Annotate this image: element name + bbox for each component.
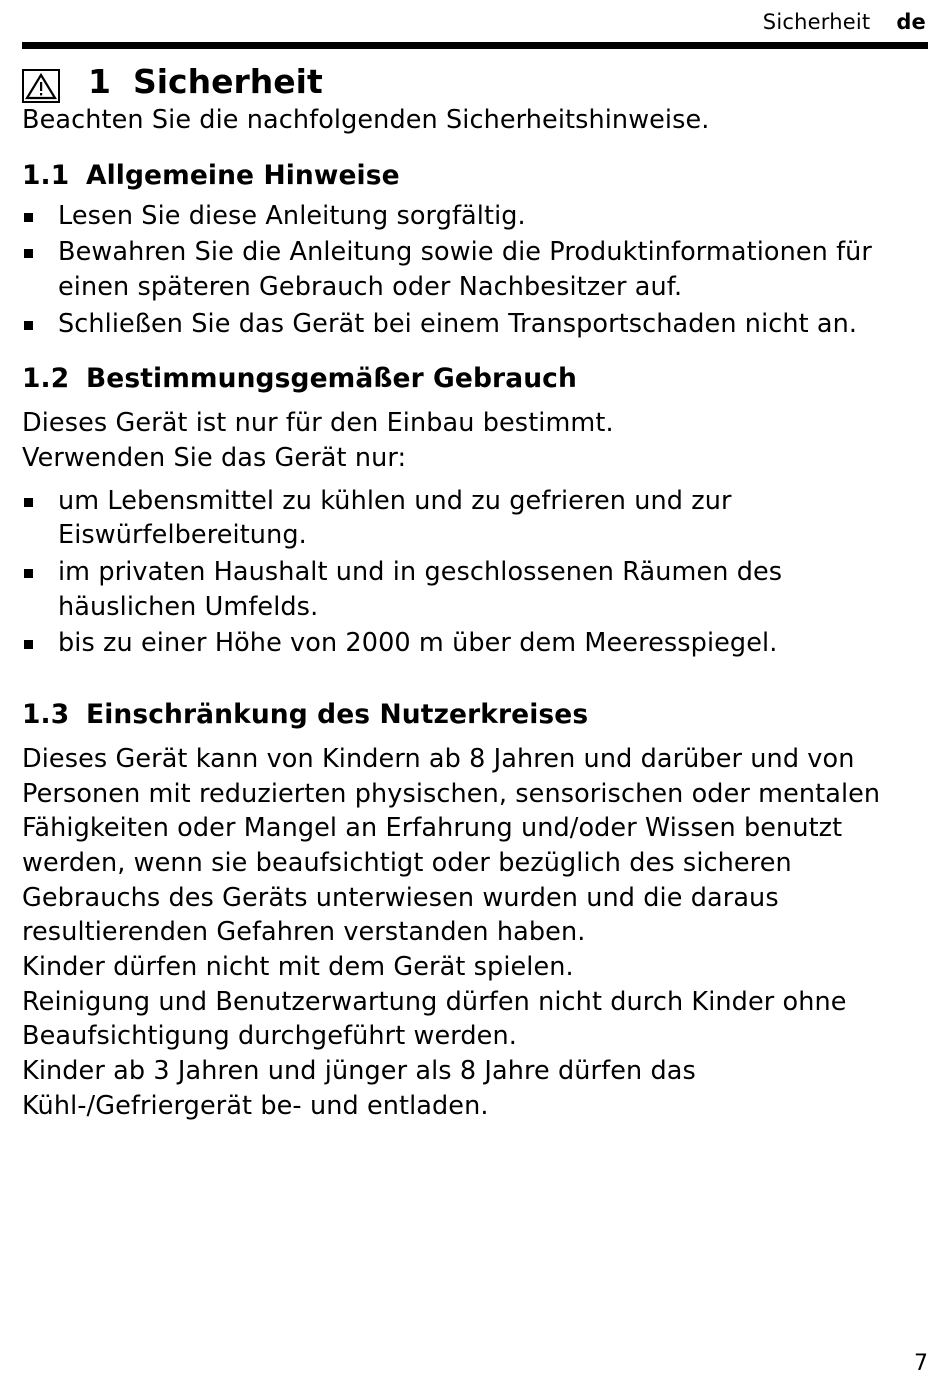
section-heading-1-3 [22, 699, 928, 730]
section-heading-1-2 [22, 363, 928, 394]
chapter-title: Sicherheit [132, 62, 323, 101]
chapter-heading [22, 62, 928, 103]
chapter-intro: Beachten Sie die nachfolgenden Sicherheitshinweise. [22, 105, 710, 135]
list-item-text: bis zu einer Höhe von 2000 m über dem Meeresspiegel. [58, 628, 778, 659]
section-title-1-3: Einschränkung des Nutzerkreises [86, 699, 589, 731]
list-item [22, 484, 928, 553]
section-title-1-2: Bestimmungsgemäßer Gebrauch [86, 363, 577, 395]
paragraph: Kinder ab 3 Jahren und jünger als 8 Jahre dürfen das Kühl-/Gefriergerät be- und entladen. [22, 1056, 696, 1121]
bullet-square-icon [24, 569, 33, 578]
section-number-1-3: 1.3 [22, 699, 70, 731]
running-header-language: de [896, 10, 926, 34]
section-1-1-bullet-list [22, 199, 928, 342]
list-item-text: Bewahren Sie die Anleitung sowie die Produktinformationen für einen späteren Gebrauch oder Nachbesitzer auf. [58, 237, 873, 303]
list-item [22, 555, 928, 624]
list-item [22, 626, 928, 661]
paragraph: Dieses Gerät kann von Kindern ab 8 Jahren und darüber und von Personen mit reduzierten physischen, sensorischen oder mentalen Fähigkeiten oder Mangel an Erfahrung und/oder Wissen benutzt werden, wenn sie beaufsichtigt oder bezüglich des sicheren Gebrauchs des Geräts unterwiesen wurden und die daraus resultierenden Gefahren verstanden haben. [22, 744, 881, 948]
section-number-1-2: 1.2 [22, 363, 70, 395]
list-item-text: Schließen Sie das Gerät bei einem Transportschaden nicht an. [58, 308, 858, 339]
header-rule [22, 42, 928, 49]
bullet-square-icon [24, 498, 33, 507]
list-item-text: im privaten Haushalt und in geschlossenen Räumen des häuslichen Umfelds. [58, 557, 783, 622]
warning-triangle-icon [22, 69, 60, 103]
running-header-chapter: Sicherheit [762, 10, 871, 34]
running-header [22, 0, 928, 34]
section-number-1-1: 1.1 [22, 159, 70, 191]
list-item [22, 307, 928, 342]
bullet-square-icon [24, 213, 33, 222]
chapter-number: 1 [88, 62, 111, 101]
bullet-square-icon [24, 640, 33, 649]
section-1-2-bullet-list [22, 484, 928, 661]
bullet-square-icon [24, 321, 33, 330]
section-title-1-1: Allgemeine Hinweise [86, 159, 400, 191]
section-heading-1-1 [22, 160, 928, 191]
section-1-3-paragraphs [22, 742, 928, 1123]
paragraph: Verwenden Sie das Gerät nur: [22, 443, 407, 474]
paragraph: Kinder dürfen nicht mit dem Gerät spielen. [22, 952, 574, 983]
list-item [22, 235, 928, 304]
list-item-text: Lesen Sie diese Anleitung sorgfältig. [58, 200, 526, 231]
paragraph: Dieses Gerät ist nur für den Einbau bestimmt. [22, 408, 614, 439]
list-item [22, 199, 928, 234]
paragraph: Reinigung und Benutzerwartung dürfen nicht durch Kinder ohne Beaufsichtigung durchgeführt werden. [22, 986, 847, 1052]
section-1-2-paragraphs [22, 406, 928, 475]
page-number: 7 [914, 1351, 928, 1376]
list-item-text: um Lebensmittel zu kühlen und zu gefrieren und zur Eiswürfelbereitung. [58, 485, 732, 551]
bullet-square-icon [24, 249, 33, 258]
